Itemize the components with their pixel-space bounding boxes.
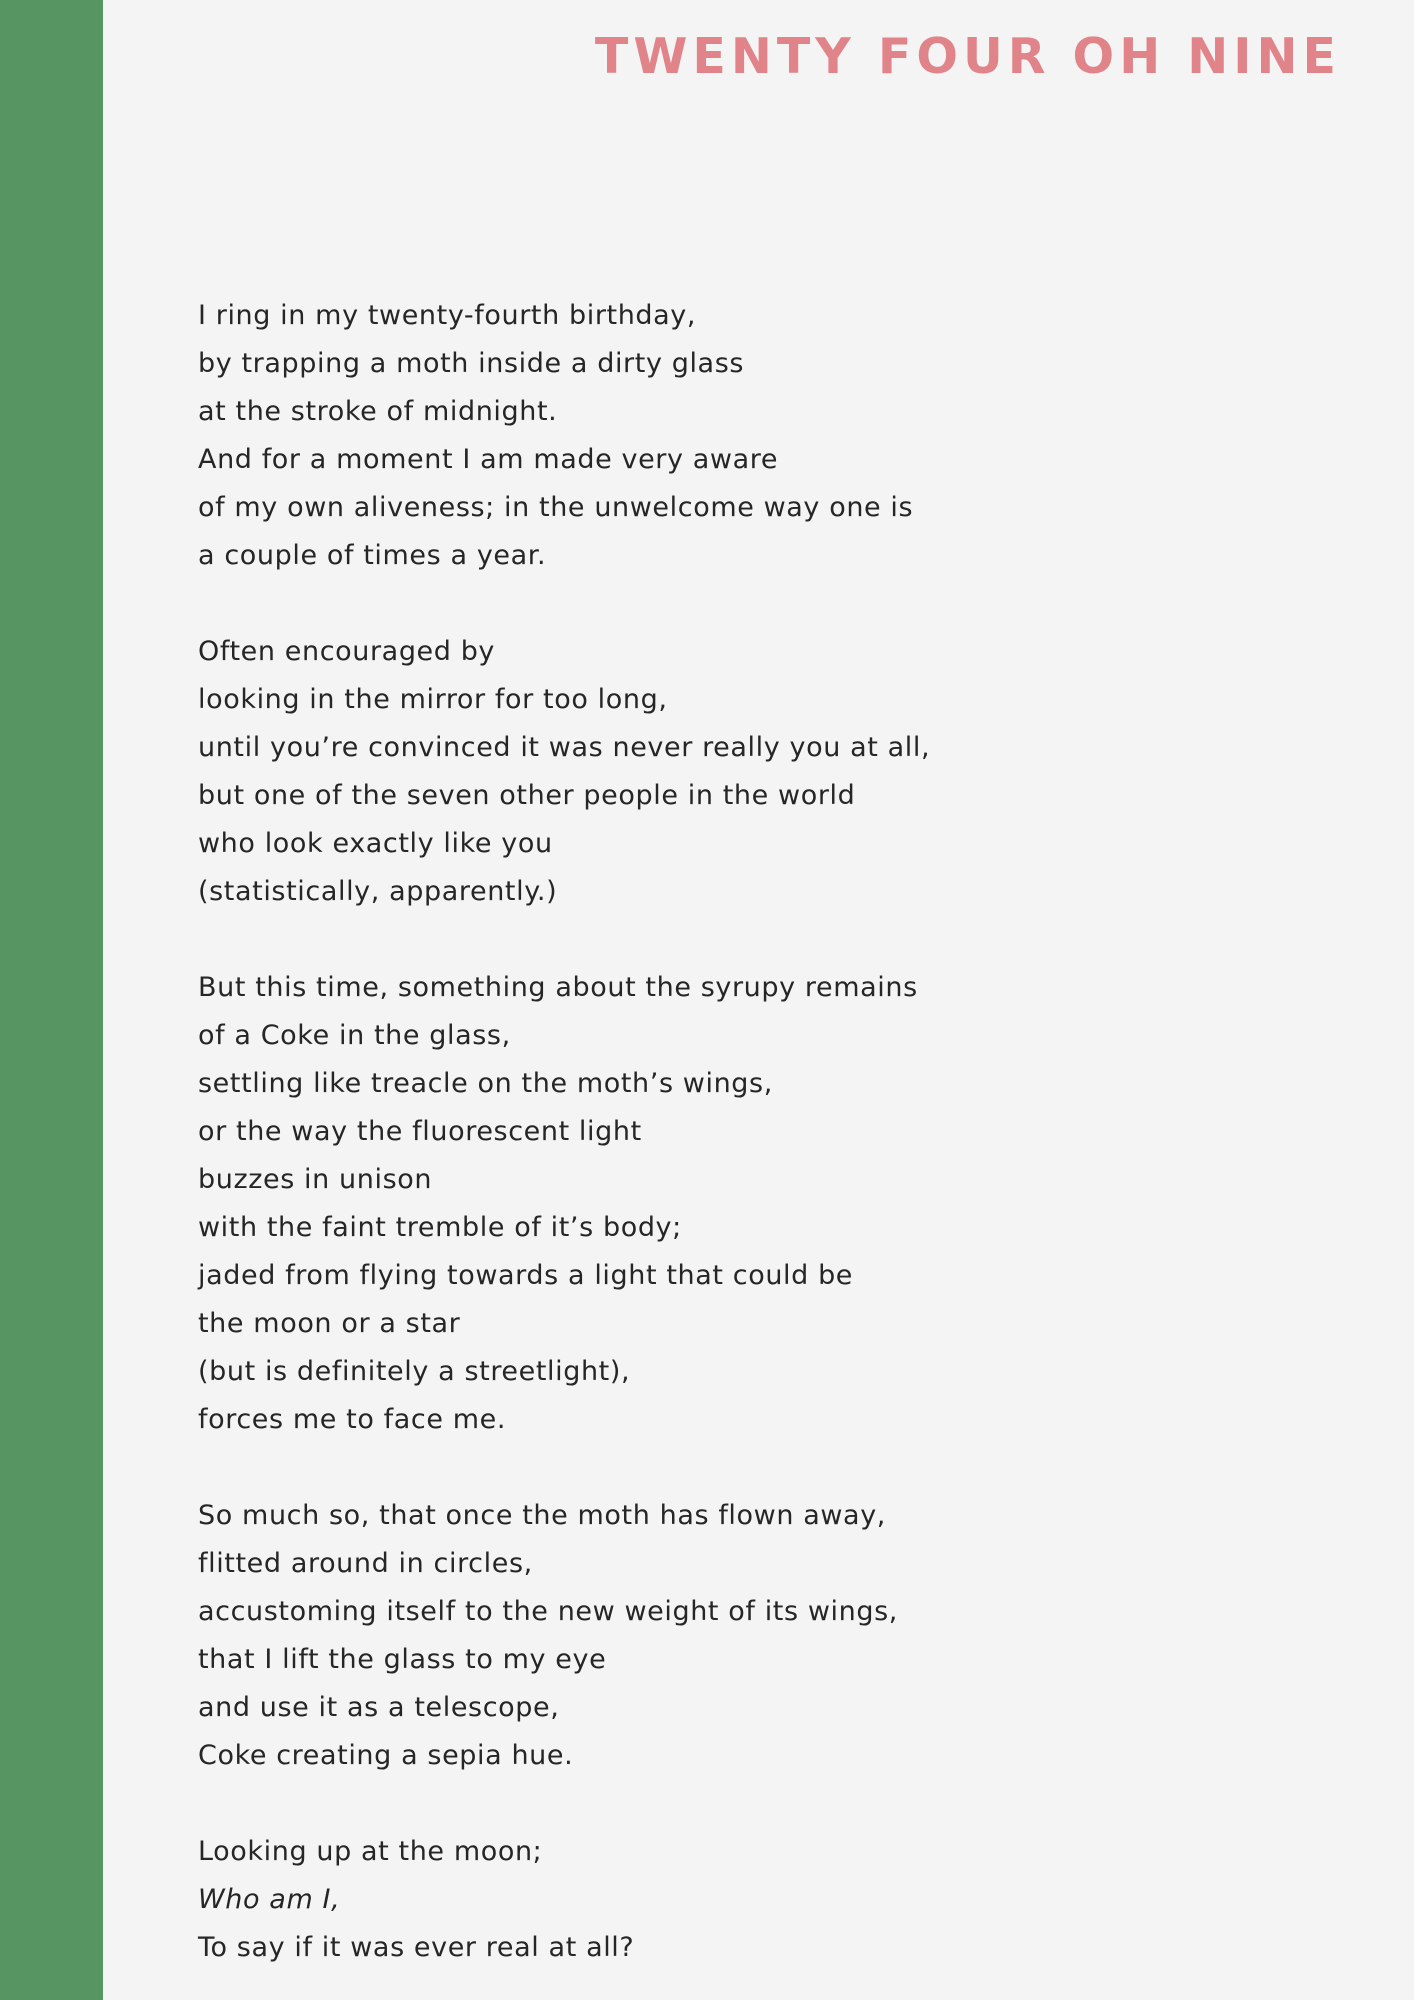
poem-line: looking in the mirror for too long, xyxy=(198,684,668,715)
poem-body xyxy=(198,292,1298,2000)
side-accent-bar xyxy=(0,0,103,2000)
poem-line: accustoming itself to the new weight of its wings, xyxy=(198,1596,898,1627)
poem-line: forces me to face me. xyxy=(198,1404,507,1435)
poem-line: until you’re convinced it was never really you at all, xyxy=(198,732,931,763)
poem-line: by trapping a moth inside a dirty glass xyxy=(198,348,745,379)
poem-line: of my own aliveness; in the unwelcome way one is xyxy=(198,492,914,523)
poem-line: or the way the fluorescent light xyxy=(198,1116,642,1147)
stanza-5 xyxy=(198,1828,1298,1972)
poem-line: jaded from flying towards a light that could be xyxy=(198,1260,854,1291)
poem-line: Coke creating a sepia hue. xyxy=(198,1740,574,1771)
poem-line: the moon or a star xyxy=(198,1308,461,1339)
poem-line: with the faint tremble of it’s body; xyxy=(198,1212,682,1243)
poem-line: but one of the seven other people in the world xyxy=(198,780,856,811)
poem-line: And for a moment I am made very aware xyxy=(198,444,779,475)
poem-line: and use it as a telescope, xyxy=(198,1692,560,1723)
poem-line: To say if it was ever real at all? xyxy=(198,1932,635,1963)
poem-line: buzzes in unison xyxy=(198,1164,433,1195)
page-title: TWENTY FOUR OH NINE xyxy=(594,28,1341,85)
poem-line: I ring in my twenty-fourth birthday, xyxy=(198,300,697,331)
poem-line: settling like treacle on the moth’s wings, xyxy=(198,1068,773,1099)
poem-line: But this time, something about the syrupy remains xyxy=(198,972,918,1003)
poem-line: (but is definitely a streetlight), xyxy=(198,1356,631,1387)
poem-line: at the stroke of midnight. xyxy=(198,396,558,427)
poem-line-italic: Who am I, xyxy=(198,1884,341,1915)
poem-line: of a Coke in the glass, xyxy=(198,1020,511,1051)
stanza-1 xyxy=(198,292,1298,580)
stanza-4 xyxy=(198,1492,1298,1780)
stanza-3 xyxy=(198,964,1298,1444)
poem-line: Looking up at the moon; xyxy=(198,1836,543,1867)
poem-line: Often encouraged by xyxy=(198,636,496,667)
poem-line: (statistically, apparently.) xyxy=(198,876,558,907)
poem-line: a couple of times a year. xyxy=(198,540,547,571)
poem-line: So much so, that once the moth has flown away, xyxy=(198,1500,886,1531)
poem-line: who look exactly like you xyxy=(198,828,553,859)
poem-line: flitted around in circles, xyxy=(198,1548,533,1579)
poem-line: that I lift the glass to my eye xyxy=(198,1644,607,1675)
stanza-2 xyxy=(198,628,1298,916)
